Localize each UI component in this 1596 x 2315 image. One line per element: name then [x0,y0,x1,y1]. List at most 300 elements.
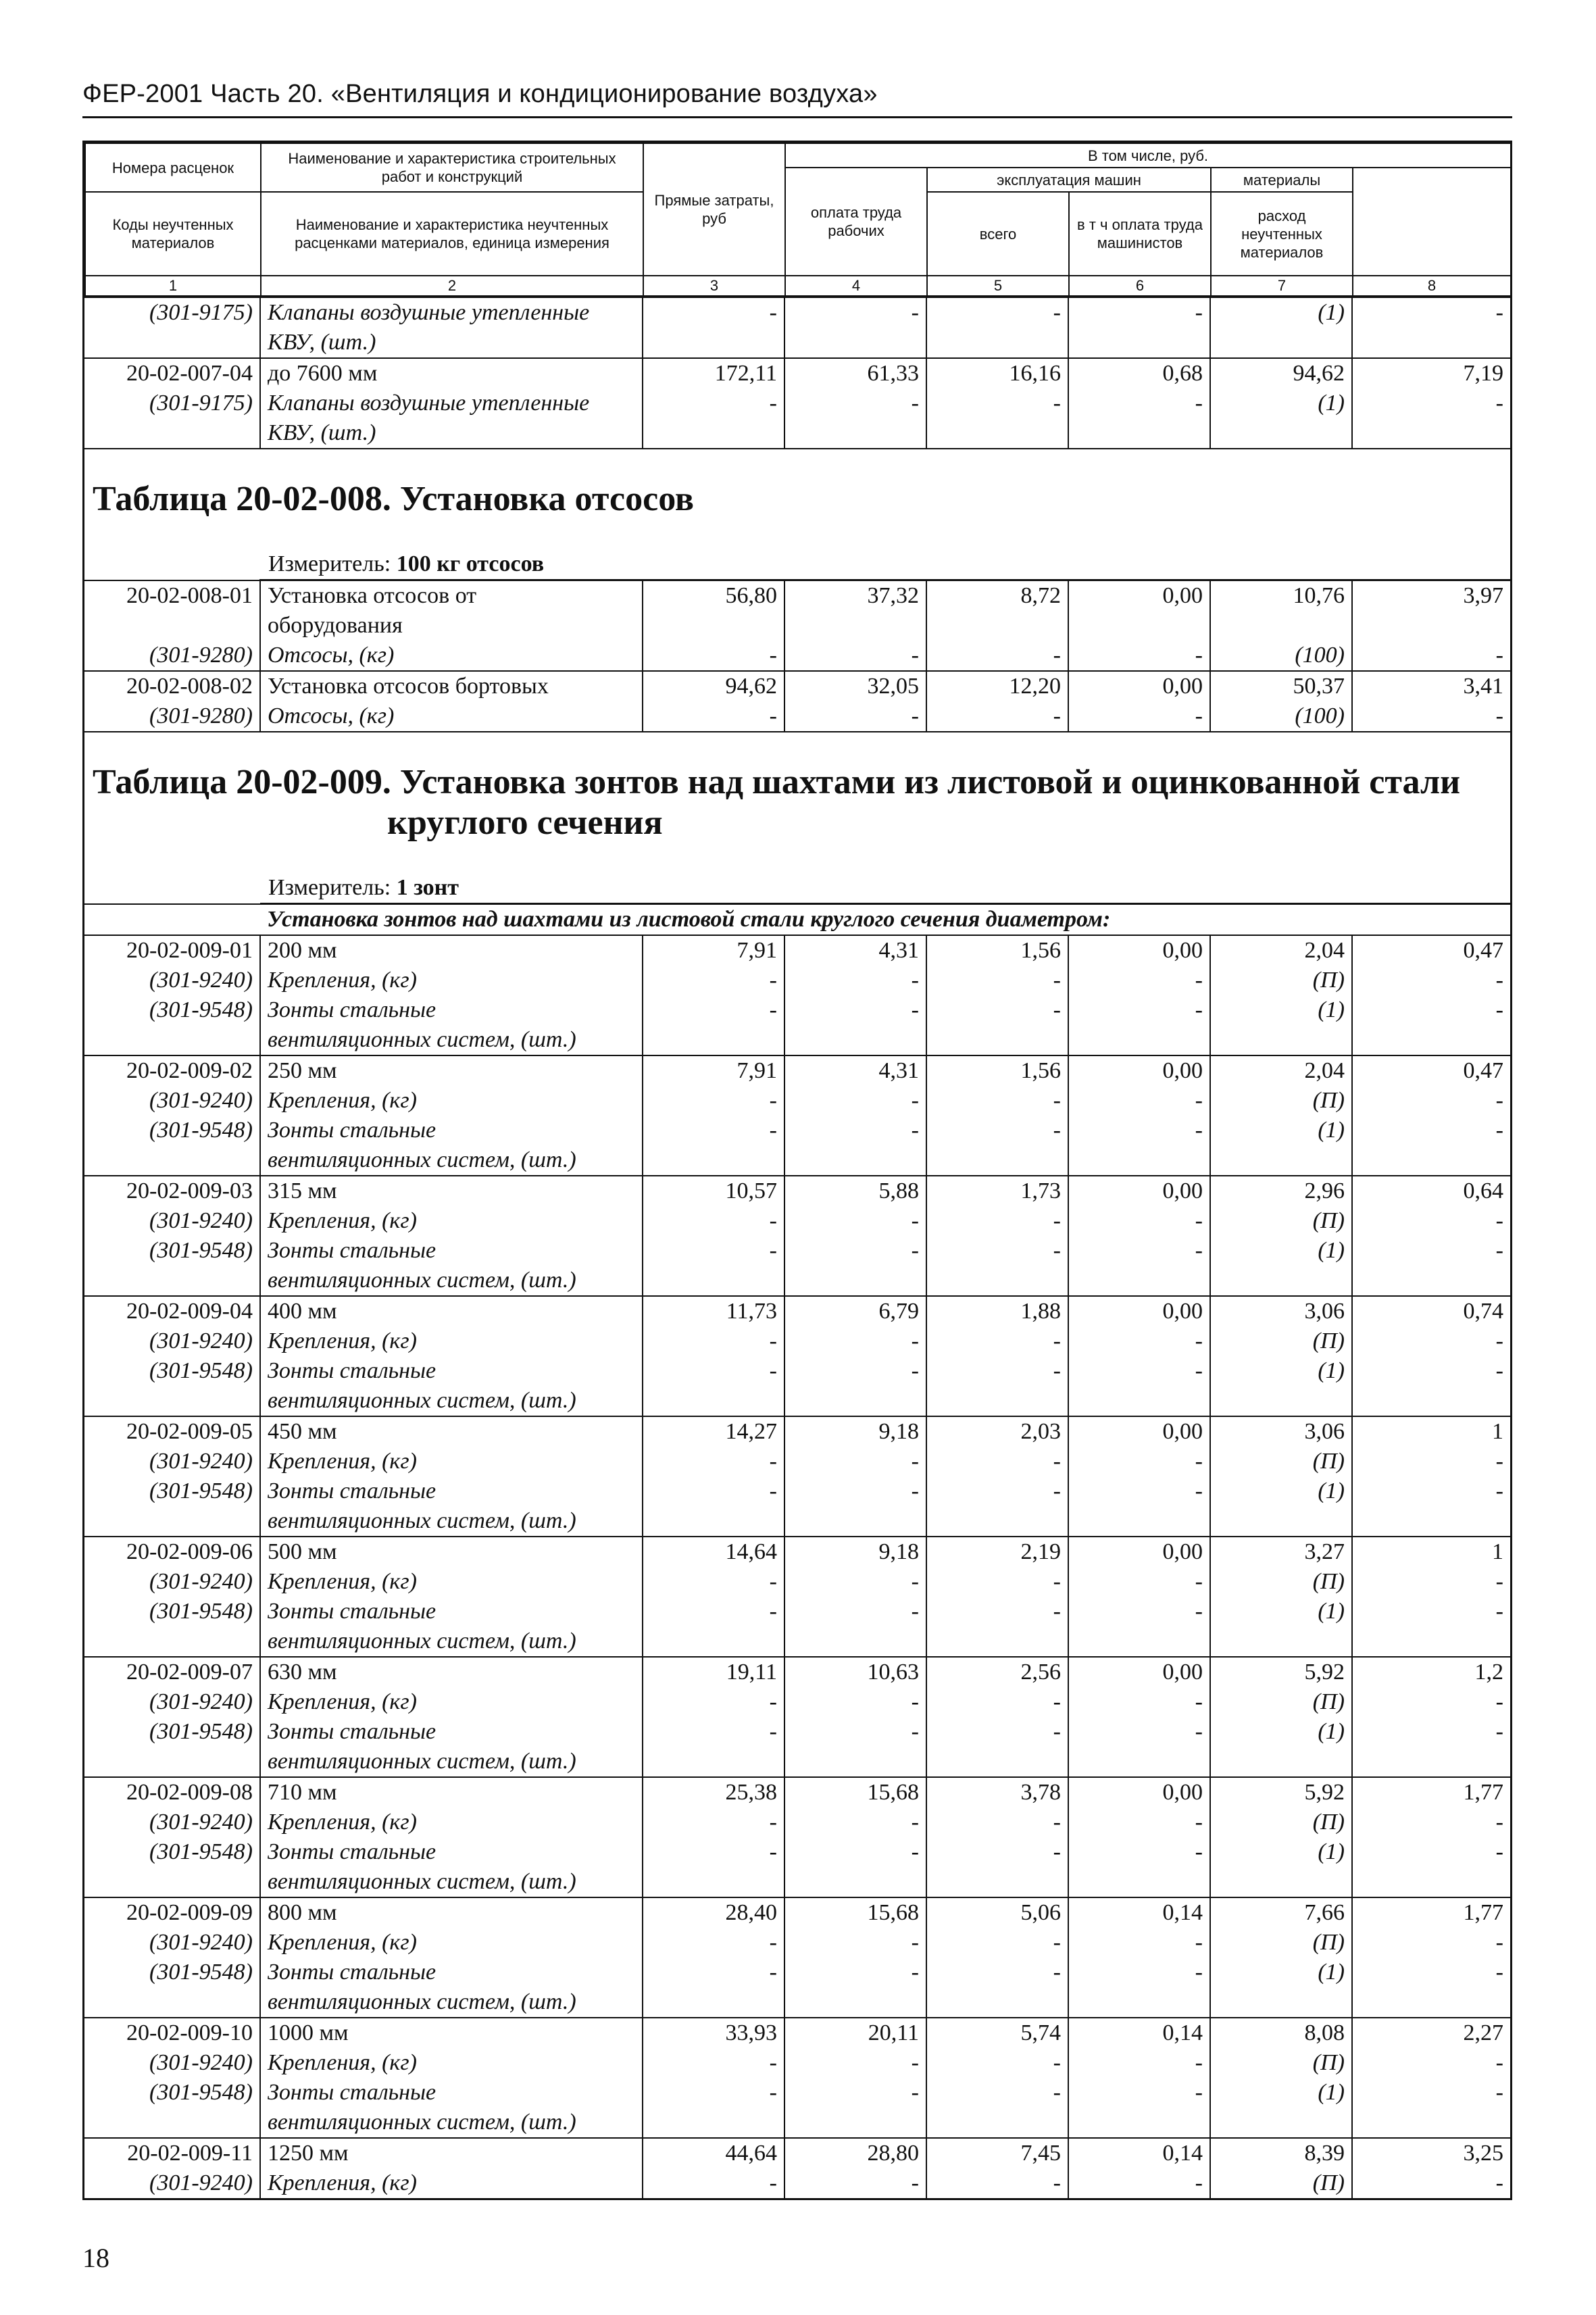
value-cell: - [643,1808,784,1837]
value-cell [1068,1386,1210,1416]
value-cell [784,1506,926,1537]
value-cell: - [643,1447,784,1476]
header-machine-use: эксплуатация машин [927,168,1211,192]
value-cell: - [1068,1086,1210,1116]
value-cell: 3,27 [1210,1537,1352,1567]
value-cell: - [926,2078,1068,2108]
value-cell [1068,1747,1210,1777]
value-cell: 0,00 [1068,580,1210,612]
value-cell: - [1495,2080,1503,2105]
value-cell: - [1068,1236,1210,1266]
value-cell: - [926,1206,1068,1236]
table-row [84,1867,1510,1897]
table-row [84,2078,1510,2108]
value-cell: - [1495,1358,1503,1383]
rate-code [84,2108,260,2138]
value-cell: 1,2 [1352,1657,1510,1687]
item-name: Крепления, (кг) [260,1808,643,1837]
value-cell: - [1495,1478,1503,1503]
item-name: Зонты стальные [260,1236,643,1266]
table-row [84,1537,1510,1567]
value-cell [1210,1145,1352,1176]
value-cell: - [643,641,784,671]
value-cell: - [1495,1118,1503,1143]
table-row [84,1386,1510,1416]
value-cell: - [643,1597,784,1626]
value-cell: 5,88 [784,1176,926,1206]
rate-code: (301-9240) [84,1687,260,1717]
item-name: 800 мм [260,1897,643,1928]
value-cell [1352,1987,1510,2018]
table-row [84,1176,1510,1206]
value-cell: - [784,966,926,995]
item-name: 500 мм [260,1537,643,1567]
value-cell: (1) [1210,1116,1352,1145]
value-cell: 0,00 [1068,1777,1210,1808]
value-cell: - [926,1717,1068,1747]
value-cell: (1) [1210,389,1352,418]
table-row [84,389,1510,418]
value-cell [1352,1386,1510,1416]
value-cell: 7,19 [1352,358,1510,389]
value-cell: 3,41 [1352,671,1510,701]
value-cell: 0,14 [1068,2018,1210,2048]
value-cell: 1,56 [926,1055,1068,1086]
rate-code: (301-9240) [84,1206,260,1236]
table-row [84,1567,1510,1597]
item-name: 450 мм [260,1416,643,1447]
value-cell: (П) [1210,1928,1352,1958]
value-cell [784,1626,926,1657]
rows-20-02-007 [84,297,1510,449]
item-name: Крепления, (кг) [260,1567,643,1597]
header-including: В том числе, руб. [785,143,1511,168]
value-cell: - [643,2168,784,2198]
value-cell: - [1068,1356,1210,1386]
value-cell: 0,00 [1068,1657,1210,1687]
item-name: до 7600 мм [260,358,643,389]
table-row [84,935,1510,966]
rate-code [84,611,260,641]
value-cell [1352,2108,1510,2138]
rate-code [84,1506,260,1537]
value-cell: - [1068,1928,1210,1958]
value-cell: - [784,995,926,1025]
value-cell [1352,611,1510,641]
rate-code: (301-9280) [84,701,260,732]
value-cell: - [643,297,784,328]
value-cell: (1) [1210,297,1352,328]
value-cell: (1) [1210,1837,1352,1867]
value-cell: 0,00 [1068,1416,1210,1447]
item-name: КВУ, (шт.) [260,328,643,358]
value-cell: - [784,2048,926,2078]
rate-code: (301-9280) [84,641,260,671]
value-cell: 1,88 [926,1296,1068,1326]
item-name: Зонты стальные [260,1958,643,1987]
item-name: вентиляционных систем, (шт.) [260,1626,643,1657]
value-cell: - [1068,389,1210,418]
value-cell [1210,1266,1352,1296]
item-name: вентиляционных систем, (шт.) [260,1506,643,1537]
item-name: оборудования [260,611,643,641]
value-cell: - [926,1447,1068,1476]
value-cell: - [926,1326,1068,1356]
table-row [84,2168,1510,2198]
value-cell [1352,1867,1510,1897]
value-cell: - [1068,701,1210,732]
value-cell: - [643,1206,784,1236]
value-cell [1210,611,1352,641]
value-cell: 3,97 [1352,580,1510,612]
value-cell: (П) [1210,1567,1352,1597]
value-cell: - [643,1116,784,1145]
item-name: вентиляционных систем, (шт.) [260,1386,643,1416]
item-name: Зонты стальные [260,2078,643,2108]
table-row [84,1266,1510,1296]
value-cell: - [784,1476,926,1506]
value-cell: - [643,1236,784,1266]
value-cell [926,1025,1068,1055]
value-cell: 7,91 [643,935,784,966]
table-row [84,701,1510,732]
value-cell: - [1068,1567,1210,1597]
rate-code [84,1145,260,1176]
value-cell [643,1626,784,1657]
value-cell [926,1145,1068,1176]
value-cell: 61,33 [784,358,926,389]
table-row [84,358,1510,389]
value-cell: - [1068,995,1210,1025]
value-cell: - [1068,297,1210,328]
value-cell: - [784,1958,926,1987]
rate-code: (301-9240) [84,1808,260,1837]
table-20-02-009-heading [84,732,1510,935]
rate-code: 20-02-009-01 [84,935,260,966]
value-cell [1210,1747,1352,1777]
value-cell: - [643,995,784,1025]
value-cell [643,1867,784,1897]
value-cell: - [926,2168,1068,2198]
rate-code: 20-02-009-10 [84,2018,260,2048]
value-cell: 50,37 [1210,671,1352,701]
value-cell: - [1495,968,1503,993]
value-cell: - [1495,391,1503,416]
value-cell: - [1495,2170,1503,2195]
value-cell: 11,73 [643,1296,784,1326]
rate-code: 20-02-009-07 [84,1657,260,1687]
rate-code [84,1025,260,1055]
table-row [84,1145,1510,1176]
item-name: Крепления, (кг) [260,1447,643,1476]
value-cell: - [1495,703,1503,728]
item-name: вентиляционных систем, (шт.) [260,1025,643,1055]
value-cell [784,611,926,641]
value-cell: - [1068,1837,1210,1867]
item-name: 630 мм [260,1657,643,1687]
table-row [84,1506,1510,1537]
value-cell [643,2108,784,2138]
value-cell: - [784,1086,926,1116]
rate-code: (301-9240) [84,2048,260,2078]
value-cell: 0,00 [1068,1055,1210,1086]
value-cell: 94,62 [1210,358,1352,389]
value-cell [1352,1747,1510,1777]
value-cell: 3,06 [1210,1296,1352,1326]
value-cell: 1,73 [926,1176,1068,1206]
value-cell: - [926,1476,1068,1506]
rate-code: 20-02-008-01 [84,580,260,612]
value-cell [926,1987,1068,2018]
value-cell: 1,77 [1352,1897,1510,1928]
item-name: Отсосы, (кг) [260,641,643,671]
rate-code: (301-9240) [84,1086,260,1116]
table-row [84,1747,1510,1777]
value-cell: - [784,1687,926,1717]
value-cell: (П) [1210,2048,1352,2078]
value-cell: - [926,641,1068,671]
rate-code: (301-9548) [84,1476,260,1506]
value-cell: 2,04 [1210,1055,1352,1086]
value-cell [1352,1266,1510,1296]
value-cell: (1) [1210,1597,1352,1626]
value-cell: 8,39 [1210,2138,1352,2168]
value-cell: - [1068,1808,1210,1837]
value-cell: - [926,297,1068,328]
rate-code: (301-9548) [84,1958,260,1987]
rate-code: 20-02-009-05 [84,1416,260,1447]
value-cell: - [643,1958,784,1987]
value-cell [926,1747,1068,1777]
value-cell: - [1495,1839,1503,1864]
value-cell: 56,80 [643,580,784,612]
value-cell: - [643,1837,784,1867]
rate-code: (301-9548) [84,1717,260,1747]
item-name: Отсосы, (кг) [260,701,643,732]
column-number: 1 [85,276,261,296]
rate-code [84,1867,260,1897]
item-name: 400 мм [260,1296,643,1326]
value-cell: 1 [1352,1416,1510,1447]
value-cell: 0,14 [1068,1897,1210,1928]
value-cell [784,1747,926,1777]
table-row [84,1447,1510,1476]
table-row [84,1597,1510,1626]
value-cell: - [784,2168,926,2198]
value-cell: - [1068,2168,1210,2198]
value-cell [643,611,784,641]
table-row [84,641,1510,671]
table-body [84,297,1510,2198]
value-cell: - [784,389,926,418]
value-cell: 10,57 [643,1176,784,1206]
column-number: 3 [643,276,785,296]
value-cell: 10,76 [1210,580,1352,612]
table-row [84,1086,1510,1116]
value-cell: - [643,1717,784,1747]
value-cell: - [926,995,1068,1025]
value-cell: - [784,1928,926,1958]
item-name: Установка отсосов бортовых [260,671,643,701]
value-cell [1068,1987,1210,2018]
value-cell: - [784,1236,926,1266]
rate-code: 20-02-007-04 [84,358,260,389]
value-cell: (П) [1210,1086,1352,1116]
table-row [84,418,1510,449]
item-name: Крепления, (кг) [260,1928,643,1958]
value-cell: 14,64 [643,1537,784,1567]
item-name: Крепления, (кг) [260,966,643,995]
value-cell: - [643,1476,784,1506]
value-cell [784,2108,926,2138]
table-row [84,1657,1510,1687]
value-cell: - [1068,1687,1210,1717]
value-cell: - [1495,1930,1503,1955]
item-name: вентиляционных систем, (шт.) [260,2108,643,2138]
value-cell: 7,45 [926,2138,1068,2168]
value-cell [926,2108,1068,2138]
value-cell [784,1266,926,1296]
table-row [84,671,1510,701]
value-cell [926,1506,1068,1537]
page-number: 18 [82,2243,109,2273]
value-cell: - [643,389,784,418]
value-cell: - [643,1326,784,1356]
table-row [84,1356,1510,1386]
value-cell: 10,63 [784,1657,926,1687]
rate-code: (301-9548) [84,995,260,1025]
value-cell: - [784,1447,926,1476]
value-cell [1068,1266,1210,1296]
value-cell: 16,16 [926,358,1068,389]
value-cell: (П) [1210,1447,1352,1476]
item-name: Клапаны воздушные утепленные [260,297,643,328]
value-cell: 0,47 [1352,935,1510,966]
value-cell: 0,14 [1068,2138,1210,2168]
value-cell: 6,79 [784,1296,926,1326]
table-row [84,1777,1510,1808]
rate-code: (301-9175) [84,389,260,418]
rate-code: 20-02-009-11 [84,2138,260,2168]
item-name: Крепления, (кг) [260,2168,643,2198]
value-cell: - [1068,1326,1210,1356]
value-cell: 2,96 [1210,1176,1352,1206]
value-cell: - [643,1687,784,1717]
value-cell: - [1068,1958,1210,1987]
value-cell: 1,77 [1352,1777,1510,1808]
value-cell: 0,47 [1352,1055,1510,1086]
value-cell: - [926,1567,1068,1597]
value-cell: (П) [1210,966,1352,995]
column-number: 6 [1069,276,1211,296]
rate-code: (301-9240) [84,1567,260,1597]
value-cell: - [643,1567,784,1597]
table-row [84,1416,1510,1447]
value-cell: - [1495,1328,1503,1353]
table-row [84,2138,1510,2168]
value-cell: - [1495,1569,1503,1594]
value-cell: - [1495,997,1503,1022]
item-name: Зонты стальные [260,1717,643,1747]
value-cell: - [1495,1208,1503,1233]
item-name: Клапаны воздушные утепленные [260,389,643,418]
value-cell [784,1867,926,1897]
value-cell [643,418,784,449]
value-cell [1068,328,1210,358]
value-cell: - [784,297,926,328]
table-row [84,1687,1510,1717]
item-name: Крепления, (кг) [260,2048,643,2078]
value-cell: - [643,966,784,995]
value-cell: - [1068,1447,1210,1476]
rows-20-02-008 [84,580,1510,732]
table-row [84,1476,1510,1506]
value-cell: 2,04 [1210,935,1352,966]
rate-code [84,328,260,358]
value-cell [1068,1626,1210,1657]
value-cell: - [926,2048,1068,2078]
item-name: вентиляционных систем, (шт.) [260,1867,643,1897]
value-cell: - [643,1086,784,1116]
value-cell: 2,27 [1352,2018,1510,2048]
value-cell: 172,11 [643,358,784,389]
value-cell: 4,31 [784,1055,926,1086]
value-cell [643,1266,784,1296]
value-cell: 44,64 [643,2138,784,2168]
rate-code [84,1626,260,1657]
value-cell [643,328,784,358]
rate-code: 20-02-009-09 [84,1897,260,1928]
value-cell: (1) [1210,995,1352,1025]
value-cell [926,1386,1068,1416]
rate-code [84,1266,260,1296]
value-cell [1210,1386,1352,1416]
rate-code: (301-9548) [84,1837,260,1867]
rate-code: 20-02-009-02 [84,1055,260,1086]
item-name: Крепления, (кг) [260,1326,643,1356]
value-cell [1352,1506,1510,1537]
value-cell: - [1352,297,1510,328]
value-cell: (1) [1210,1236,1352,1266]
item-name: КВУ, (шт.) [260,418,643,449]
value-cell: 1,56 [926,935,1068,966]
rate-code [84,1386,260,1416]
table-row [84,611,1510,641]
header-work-name: Наименование и характеристика строительных работ и конструкций [261,143,643,192]
value-cell [1210,2108,1352,2138]
value-cell: 20,11 [784,2018,926,2048]
value-cell: - [1495,1238,1503,1263]
value-cell: - [1495,1088,1503,1113]
value-cell: - [1068,966,1210,995]
value-cell: 7,91 [643,1055,784,1086]
value-cell [784,1987,926,2018]
value-cell [1068,611,1210,641]
item-name: 250 мм [260,1055,643,1086]
value-cell: 14,27 [643,1416,784,1447]
value-cell: - [784,1808,926,1837]
value-cell: - [1068,2048,1210,2078]
value-cell: 0,00 [1068,1537,1210,1567]
value-cell: 0,74 [1352,1296,1510,1326]
value-cell [784,1145,926,1176]
value-cell [1068,1506,1210,1537]
value-cell: - [784,2078,926,2108]
table-row [84,1928,1510,1958]
value-cell: - [784,1326,926,1356]
rate-code: (301-9548) [84,1597,260,1626]
value-cell: 19,11 [643,1657,784,1687]
